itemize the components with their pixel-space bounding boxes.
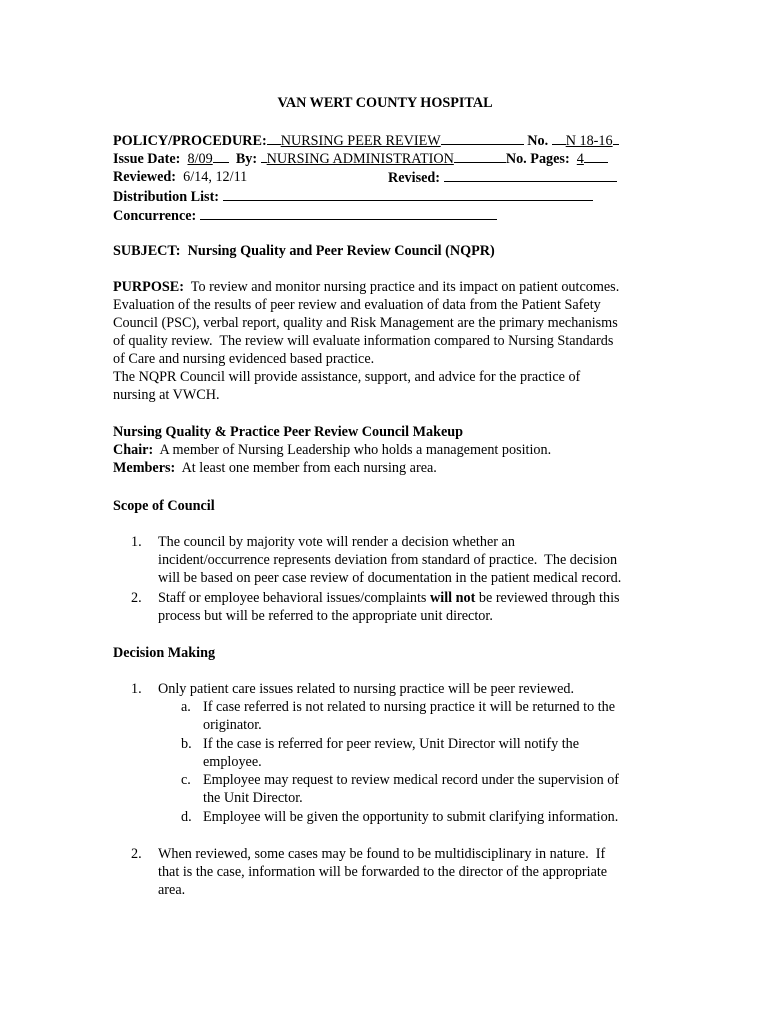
decision-sub-b-line-1: If the case is referred for peer review, Unit Director will notify the bbox=[203, 736, 580, 752]
blank bbox=[552, 131, 566, 145]
pages-value: 4 bbox=[576, 151, 584, 167]
chair-line bbox=[113, 441, 551, 459]
blank bbox=[213, 149, 229, 163]
decision-sub-c-line-1: Employee may request to review medical record under the supervision of bbox=[203, 772, 620, 788]
chair-label: Chair: bbox=[113, 442, 154, 458]
scope-item-2-bold: will not bbox=[430, 590, 476, 606]
decision-sub-c-line-2: the Unit Director. bbox=[203, 790, 303, 806]
policy-line bbox=[113, 131, 619, 150]
subject-line bbox=[113, 242, 495, 260]
issue-label: Issue Date: bbox=[113, 151, 181, 167]
purpose-line-3: Council (PSC), verbal report, quality and Risk Management are the primary mechanisms bbox=[113, 315, 618, 331]
purpose-line-6: The NQPR Council will provide assistance, support, and advice for the practice of bbox=[113, 369, 581, 385]
purpose-label: PURPOSE: bbox=[113, 279, 184, 295]
blank bbox=[267, 131, 281, 145]
decision-item-2-number: 2. bbox=[131, 846, 142, 862]
decision-sub-b-line-2: employee. bbox=[203, 754, 262, 770]
pages-label: No. Pages: bbox=[505, 151, 570, 167]
purpose-line-7: nursing at VWCH. bbox=[113, 387, 220, 403]
scope-heading: Scope of Council bbox=[113, 498, 215, 514]
decision-sub-d-letter: d. bbox=[181, 809, 192, 825]
issue-value: 8/09 bbox=[187, 151, 213, 167]
scope-item-2-post: be reviewed through this bbox=[475, 590, 620, 606]
purpose-text: To review and monitor nursing practice and its impact on patient outcomes. bbox=[190, 279, 620, 295]
scope-item-1-line-2: incident/occurrence represents deviation from standard of practice. The decision bbox=[158, 552, 618, 568]
decision-heading: Decision Making bbox=[113, 645, 216, 661]
no-label: No. bbox=[527, 133, 549, 149]
decision-sub-a-line-2: originator. bbox=[203, 717, 262, 733]
members-label: Members: bbox=[113, 460, 176, 476]
purpose-line-2: Evaluation of the results of peer review and evaluation of data from the Patient Safety bbox=[113, 297, 601, 313]
concurrence-blank bbox=[200, 206, 497, 220]
revised-blank bbox=[444, 168, 617, 182]
decision-sub-c-letter: c. bbox=[181, 772, 191, 788]
distribution-label: Distribution List: bbox=[113, 189, 220, 205]
distribution-line bbox=[113, 187, 593, 206]
decision-sub-a-letter: a. bbox=[181, 699, 191, 715]
members-line bbox=[113, 459, 437, 477]
issue-line bbox=[113, 149, 608, 168]
makeup-heading: Nursing Quality & Practice Peer Review Council Makeup bbox=[113, 424, 464, 440]
blank bbox=[454, 149, 506, 163]
policy-label: POLICY/PROCEDURE: bbox=[113, 133, 267, 149]
reviewed-value: 6/14, 12/11 bbox=[183, 169, 248, 185]
decision-item-1-text: Only patient care issues related to nursing practice will be peer reviewed. bbox=[158, 681, 575, 697]
subject-label: SUBJECT: bbox=[113, 243, 181, 259]
scope-item-2-pre: Staff or employee behavioral issues/complaints bbox=[158, 590, 430, 606]
decision-item-1-number: 1. bbox=[131, 681, 142, 697]
blank bbox=[441, 131, 524, 145]
reviewed-label: Reviewed: bbox=[113, 169, 177, 185]
purpose-line-5: of Care and nursing evidenced based practice. bbox=[113, 351, 375, 367]
scope-item-2-number: 2. bbox=[131, 590, 142, 606]
purpose-line-4: of quality review. The review will evaluate information compared to Nursing Standards bbox=[113, 333, 614, 349]
decision-item-2-line-1: When reviewed, some cases may be found to be multidisciplinary in nature. If bbox=[158, 846, 606, 862]
scope-item-1-line-1: The council by majority vote will render a decision whether an bbox=[158, 534, 515, 550]
concurrence-line bbox=[113, 206, 497, 225]
scope-item-1-line-3: will be based on peer case review of documentation in the patient medical record. bbox=[158, 570, 622, 586]
decision-item-2-line-3: area. bbox=[158, 882, 186, 898]
revised-label: Revised: bbox=[388, 170, 441, 186]
no-value: N 18-16 bbox=[565, 133, 613, 149]
blank bbox=[613, 131, 619, 145]
scope-item-1-number: 1. bbox=[131, 534, 142, 550]
distribution-blank bbox=[223, 187, 593, 201]
policy-value: NURSING PEER REVIEW bbox=[280, 133, 441, 149]
revised-field bbox=[388, 168, 617, 187]
blank bbox=[584, 149, 608, 163]
subject-text: Nursing Quality and Peer Review Council (NQPR) bbox=[187, 243, 495, 259]
hospital-title: VAN WERT COUNTY HOSPITAL bbox=[277, 95, 493, 111]
members-text: At least one member from each nursing area. bbox=[181, 460, 437, 476]
scope-item-2-line-2: process but will be referred to the appropriate unit director. bbox=[158, 608, 493, 624]
concurrence-label: Concurrence: bbox=[113, 208, 197, 224]
by-label: By: bbox=[235, 151, 258, 167]
by-value: NURSING ADMINISTRATION bbox=[266, 151, 454, 167]
scope-item-2-line-1 bbox=[158, 589, 620, 607]
reviewed-line bbox=[113, 168, 247, 186]
decision-sub-a-line-1: If case referred is not related to nursing practice it will be returned to the bbox=[203, 699, 616, 715]
decision-sub-d-line-1: Employee will be given the opportunity to submit clarifying information. bbox=[203, 809, 619, 825]
decision-sub-b-letter: b. bbox=[181, 736, 192, 752]
purpose-line-1 bbox=[113, 278, 619, 296]
chair-text: A member of Nursing Leadership who holds a management position. bbox=[159, 442, 552, 458]
decision-item-2-line-2: that is the case, information will be forwarded to the director of the appropriate bbox=[158, 864, 608, 880]
